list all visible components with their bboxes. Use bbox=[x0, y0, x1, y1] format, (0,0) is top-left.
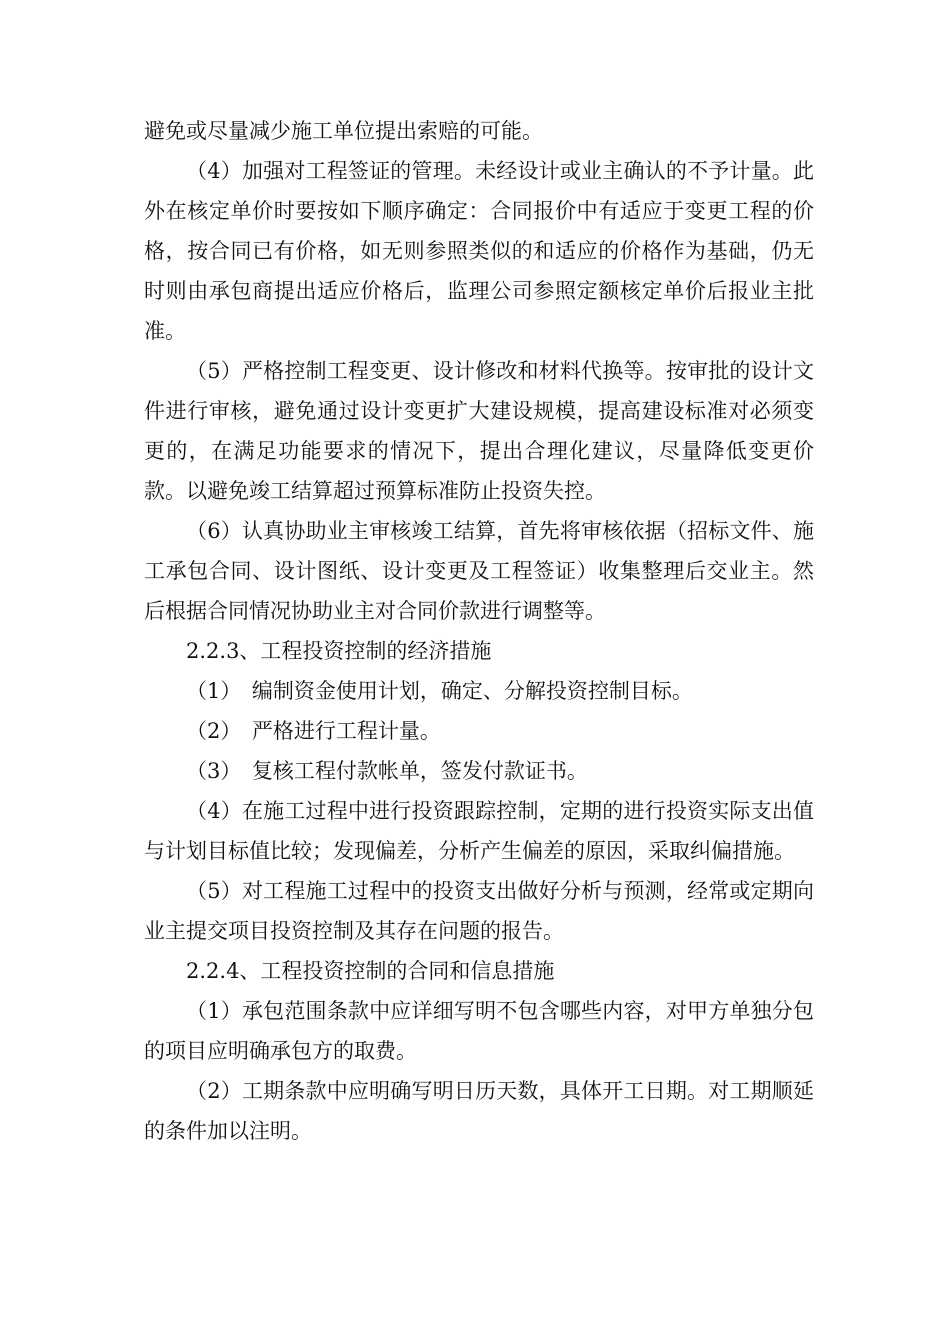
economic-measure-item-4: （4）在施工过程中进行投资跟踪控制，定期的进行投资实际支出值与计划目标值比较；发现偏差，分析产生偏差的原因，采取纠偏措施。 bbox=[144, 799, 814, 863]
paragraph-item-6-final-settlement: （6）认真协助业主审核竣工结算，首先将审核依据（招标文件、施工承包合同、设计图纸、设计变更及工程签证）收集整理后交业主。然后根据合同情况协助业主对合同价款进行调整等。 bbox=[144, 519, 814, 623]
economic-measure-item-3: （3） 复核工程付款帐单，签发付款证书。 bbox=[186, 759, 588, 783]
economic-measure-item-2: （2） 严格进行工程计量。 bbox=[186, 719, 441, 743]
contract-measure-item-1: （1）承包范围条款中应详细写明不包含哪些内容，对甲方单独分包的项目应明确承包方的取费。 bbox=[144, 999, 814, 1063]
paragraph-item-4-signature-management: （4）加强对工程签证的管理。未经设计或业主确认的不予计量。此外在核定单价时要按如下顺序确定：合同报价中有适应于变更工程的价格，按合同已有价格，如无则参照类似的和适应的价格作为基础，仍无时则由承包商提出适应价格后，监理公司参照定额核定单价后报业主批准。 bbox=[144, 159, 814, 343]
paragraph-continuation: 避免或尽量减少施工单位提出索赔的可能。 bbox=[144, 119, 543, 143]
paragraph-item-5-change-control: （5）严格控制工程变更、设计修改和材料代换等。按审批的设计文件进行审核，避免通过设计变更扩大建设规模，提高建设标准对必须变更的，在满足功能要求的情况下，提出合理化建议，尽量降低变更价款。以避免竣工结算超过预算标准防止投资失控。 bbox=[144, 359, 814, 503]
contract-measure-item-2: （2）工期条款中应明确写明日历天数，具体开工日期。对工期顺延的条件加以注明。 bbox=[144, 1079, 814, 1143]
section-heading-2-2-4: 2.2.4、工程投资控制的合同和信息措施 bbox=[186, 959, 555, 983]
economic-measure-item-1: （1） 编制资金使用计划，确定、分解投资控制目标。 bbox=[186, 679, 693, 703]
economic-measure-item-5: （5）对工程施工过程中的投资支出做好分析与预测，经常或定期向业主提交项目投资控制及其存在问题的报告。 bbox=[144, 879, 814, 943]
document-body bbox=[144, 111, 814, 1151]
section-heading-2-2-3: 2.2.3、工程投资控制的经济措施 bbox=[186, 639, 492, 663]
